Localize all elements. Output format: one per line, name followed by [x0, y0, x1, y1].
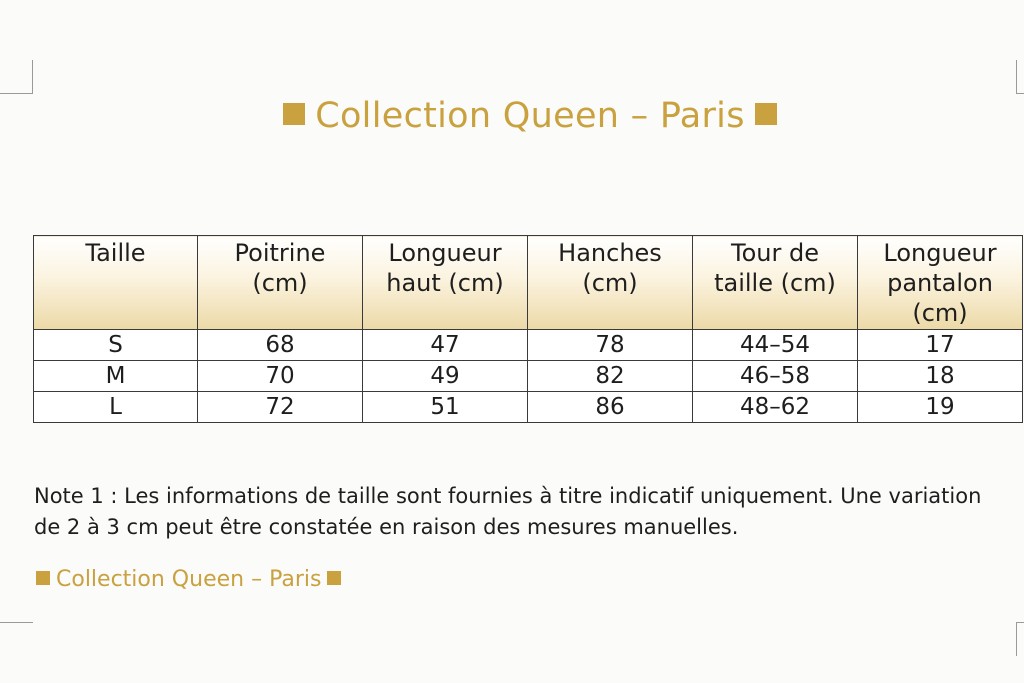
crop-mark-bottom-right-h — [1016, 622, 1024, 623]
table-cell: 44–54 — [693, 330, 858, 361]
column-header-line: Tour de — [731, 239, 819, 267]
size-chart-table — [33, 235, 1023, 423]
table-cell: S — [34, 330, 198, 361]
square-bullet-icon — [327, 571, 341, 585]
table-cell: 46–58 — [693, 361, 858, 392]
table-row — [34, 330, 1023, 361]
table-cell: 78 — [528, 330, 693, 361]
table-cell: 18 — [858, 361, 1023, 392]
table-cell: 47 — [363, 330, 528, 361]
table-cell: 19 — [858, 392, 1023, 423]
table-cell: 17 — [858, 330, 1023, 361]
table-row — [34, 392, 1023, 423]
column-header-line: Longueur — [388, 239, 502, 267]
table-cell: 72 — [198, 392, 363, 423]
crop-mark-top-left-v — [32, 60, 33, 94]
table-cell: 51 — [363, 392, 528, 423]
column-header-line: (cm) — [582, 269, 638, 297]
table-cell: 86 — [528, 392, 693, 423]
square-bullet-icon — [283, 103, 305, 125]
crop-mark-bottom-left-h — [0, 622, 33, 623]
column-header — [363, 236, 528, 330]
table-cell: M — [34, 361, 198, 392]
table-cell: 82 — [528, 361, 693, 392]
crop-mark-bottom-right-v — [1016, 622, 1017, 656]
table-body — [34, 330, 1023, 423]
column-header-line: (cm) — [252, 269, 308, 297]
table-row — [34, 361, 1023, 392]
column-header — [858, 236, 1023, 330]
column-header-line: Poitrine — [234, 239, 326, 267]
table-cell: 68 — [198, 330, 363, 361]
column-header — [693, 236, 858, 330]
square-bullet-icon — [36, 571, 50, 585]
size-note — [34, 481, 1014, 543]
footer-brand — [30, 567, 347, 592]
column-header — [34, 236, 198, 330]
column-header-line: pantalon — [887, 269, 993, 297]
column-header-line: Taille — [85, 239, 146, 267]
square-bullet-icon — [755, 103, 777, 125]
footer-text: Collection Queen – Paris — [56, 567, 322, 592]
column-header-line: Hanches — [558, 239, 662, 267]
title-text: Collection Queen – Paris — [315, 96, 745, 136]
column-header — [528, 236, 693, 330]
page-title — [0, 96, 1024, 136]
column-header-line: (cm) — [912, 299, 968, 327]
note-line: de 2 à 3 cm peut être constatée en raison des mesures manuelles. — [34, 515, 739, 539]
note-line: Note 1 : Les informations de taille sont fournies à titre indicatif uniquement. Une variation — [34, 484, 982, 508]
table-cell: 70 — [198, 361, 363, 392]
table-cell: 49 — [363, 361, 528, 392]
crop-mark-top-right-v — [1016, 60, 1017, 94]
column-header — [198, 236, 363, 330]
table-header-row — [34, 236, 1023, 330]
column-header-line: taille (cm) — [714, 269, 836, 297]
column-header-line: Longueur — [883, 239, 997, 267]
table-cell: 48–62 — [693, 392, 858, 423]
column-header-line: haut (cm) — [386, 269, 504, 297]
table-cell: L — [34, 392, 198, 423]
crop-mark-top-right-h — [1016, 93, 1024, 94]
crop-mark-top-left-h — [0, 93, 33, 94]
